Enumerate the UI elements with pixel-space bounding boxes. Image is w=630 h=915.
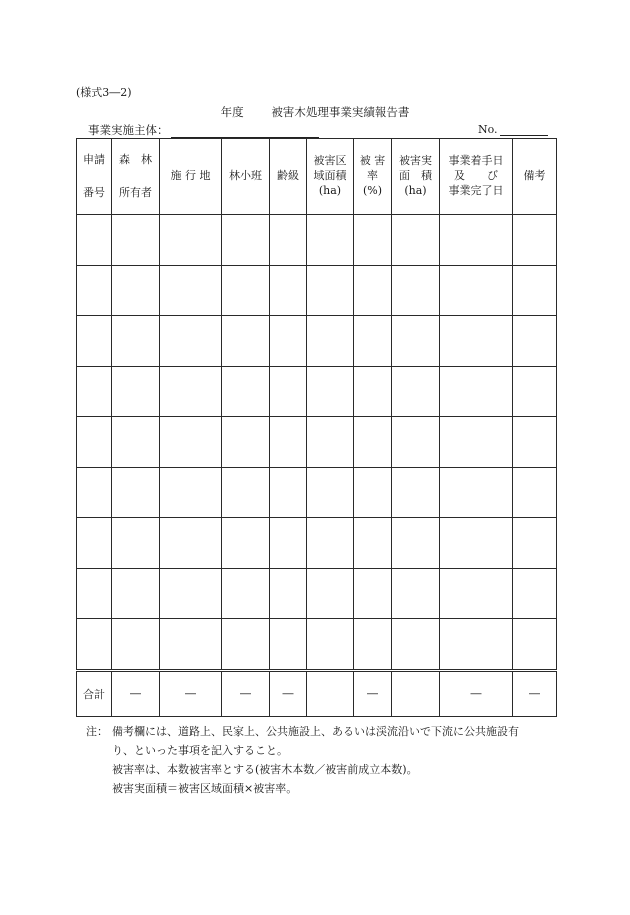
header-age-class: 齢級 [270,139,307,215]
entity-blank-line [171,124,319,138]
header-forest-owner-line1: 森 林 [119,152,152,166]
table-row [77,518,557,569]
notes [86,722,566,798]
header-damage-rate-line3: (%) [362,183,383,197]
header-project-dates-line1: 事業着手日 [448,154,504,168]
number-blank-line [500,122,548,136]
table-row [77,417,557,468]
header-location: 施 行 地 [160,139,222,215]
table-row [77,215,557,266]
header-application-no [77,139,112,215]
total-row [77,670,557,716]
title-name: 被害木処理事業実績報告書 [271,105,410,119]
number-label: No. [478,123,498,136]
table-row [77,316,557,367]
header-stand: 林小班 [222,139,270,215]
table-row [77,619,557,671]
header-project-dates-line3: 事業完了日 [448,183,504,197]
header-project-dates [440,139,513,215]
header-damaged-area-line3: (ha) [318,183,342,197]
header-damaged-area [307,139,354,215]
total-stand: ― [222,670,270,716]
total-project-dates: ― [440,670,513,716]
total-damage-rate: ― [354,670,392,716]
entity-label: 事業実施主体： [88,123,169,137]
document-title [0,104,630,120]
header-forest-owner-line2: 所有者 [119,185,152,199]
table-row [77,265,557,316]
header-damage-rate [354,139,392,215]
entity-field [88,122,319,138]
header-actual-area-line2: 面 積 [399,169,432,183]
header-actual-damaged-area [392,139,440,215]
notes-lead: 注： [86,725,108,738]
header-application-no-line2: 番号 [83,185,105,199]
form-number: (様式3―2) [76,86,132,99]
total-age-class: ― [270,670,307,716]
header-actual-area-line3: (ha) [404,183,427,197]
number-field [478,122,548,136]
table-row [77,467,557,518]
header-remarks: 備考 [513,139,557,215]
note-1-text: 備考欄には、道路上、民家上、公共施設上、あるいは渓流沿いで下流に公共施設有 [112,725,519,738]
total-remarks: ― [513,670,557,716]
total-label: 合計 [77,670,112,716]
total-forest-owner: ― [112,670,160,716]
header-damaged-area-line2: 域面積 [313,169,347,183]
total-location: ― [160,670,222,716]
note-1 [86,722,566,741]
header-row [77,139,557,215]
header-project-dates-line2: 及 び [454,169,498,183]
title-year: 年度 [220,105,244,119]
total-damaged-area [307,670,354,716]
note-3: 被害実面積＝被害区域面積×被害率。 [112,782,298,795]
table-row [77,366,557,417]
note-1-continued: り、といった事項を記入すること。 [112,744,288,757]
header-damage-rate-line1: 被 害 [359,154,386,168]
header-damage-rate-line2: 率 [367,169,378,183]
header-actual-area-line1: 被害実 [399,154,432,168]
header-forest-owner [112,139,160,215]
total-actual-damaged-area [392,670,440,716]
header-damaged-area-line1: 被害区 [313,154,347,168]
header-application-no-line1: 申請 [83,152,105,166]
report-table [76,138,557,717]
table-row [77,568,557,619]
note-2: 被害率は、本数被害率とする(被害木本数／被害前成立本数)。 [112,763,418,776]
